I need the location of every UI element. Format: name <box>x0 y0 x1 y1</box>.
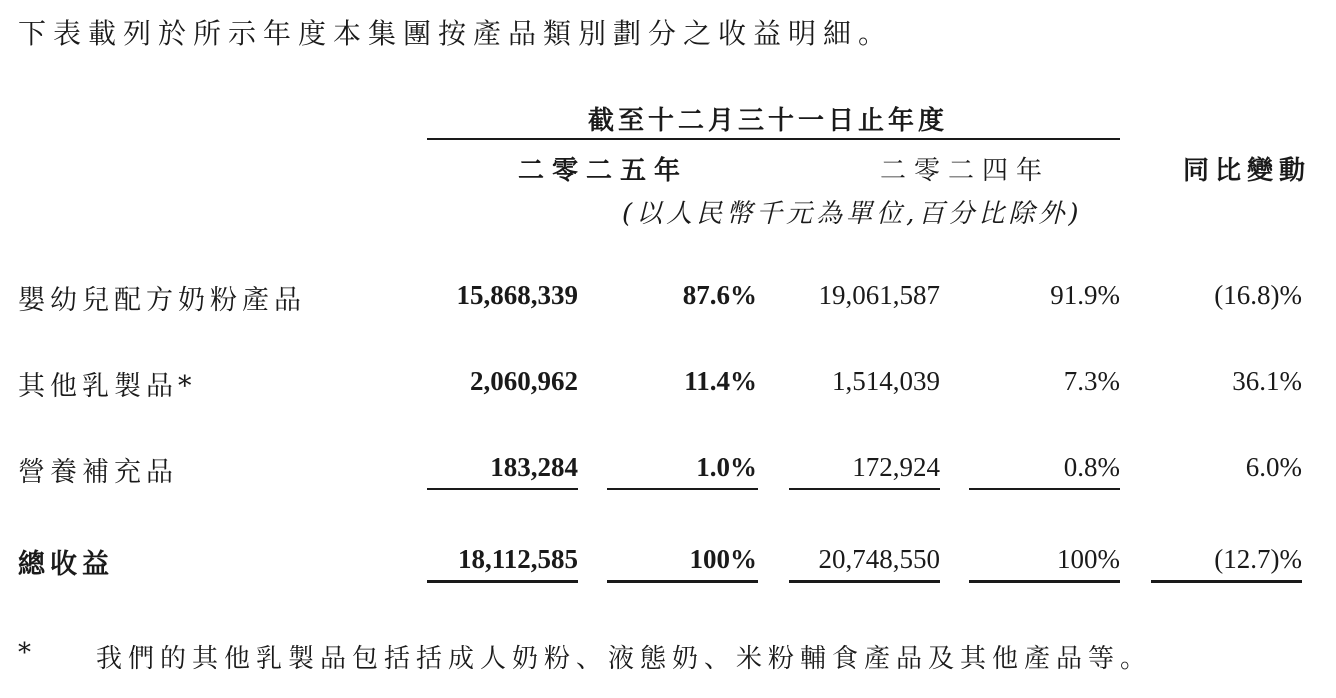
total-percent-2024: 100% <box>1057 544 1120 574</box>
subtotal-rule-revenue-2025 <box>427 488 578 490</box>
cell-revenue-2025: 2,060,962 <box>470 366 578 396</box>
cell-yoy: 36.1% <box>1232 366 1302 396</box>
total-yoy: (12.7)% <box>1214 544 1302 574</box>
cell-revenue-2024: 172,924 <box>852 452 940 482</box>
cell-yoy: 6.0% <box>1245 452 1302 482</box>
total-rule-revenue-2025 <box>427 580 578 583</box>
cell-yoy: (16.8)% <box>1214 280 1302 310</box>
period-header: 截至十二月三十一日止年度 <box>588 106 949 136</box>
column-header-yoy: 同比變動 <box>1183 156 1312 186</box>
row-label-other-dairy: 其他乳製品* <box>18 371 197 402</box>
cell-revenue-2024: 1,514,039 <box>832 366 940 396</box>
total-revenue-2025: 18,112,585 <box>457 544 578 574</box>
total-percent-2025: 100% <box>689 544 757 574</box>
cell-percent-2025: 87.6% <box>682 280 757 310</box>
cell-percent-2025: 11.4% <box>684 366 757 396</box>
row-label-infant-formula: 嬰幼兒配方奶粉產品 <box>18 285 306 316</box>
total-revenue-2024: 20,748,550 <box>818 544 940 574</box>
total-rule-revenue-2024 <box>789 580 940 583</box>
cell-revenue-2025: 183,284 <box>490 452 578 482</box>
total-rule-percent-2024 <box>969 580 1120 583</box>
subtotal-rule-percent-2024 <box>969 488 1120 490</box>
total-rule-percent-2025 <box>607 580 758 583</box>
footnote-text: 我們的其他乳製品包括括成人奶粉、液態奶、米粉輔食產品及其他產品等。 <box>96 644 1153 674</box>
cell-percent-2024: 7.3% <box>1063 366 1120 396</box>
cell-percent-2025: 1.0% <box>696 452 757 482</box>
cell-percent-2024: 0.8% <box>1063 452 1120 482</box>
column-header-2025: 二零二五年 <box>518 156 689 186</box>
subtotal-rule-percent-2025 <box>607 488 758 490</box>
cell-revenue-2025: 15,868,339 <box>456 280 578 310</box>
row-label-nutrition-supplements: 營養補充品 <box>18 457 178 488</box>
footnote-marker: * <box>18 638 31 668</box>
unit-note: (以人民幣千元為單位,百分比除外) <box>622 199 1083 229</box>
total-rule-yoy <box>1151 580 1302 583</box>
subtotal-rule-revenue-2024 <box>789 488 940 490</box>
column-header-2024: 二零二四年 <box>880 156 1051 186</box>
intro-text: 下表載列於所示年度本集團按產品類別劃分之收益明細。 <box>18 17 894 50</box>
cell-revenue-2024: 19,061,587 <box>818 280 940 310</box>
period-underline <box>427 138 1120 140</box>
cell-percent-2024: 91.9% <box>1050 280 1120 310</box>
row-label-total-revenue: 總收益 <box>18 549 114 580</box>
